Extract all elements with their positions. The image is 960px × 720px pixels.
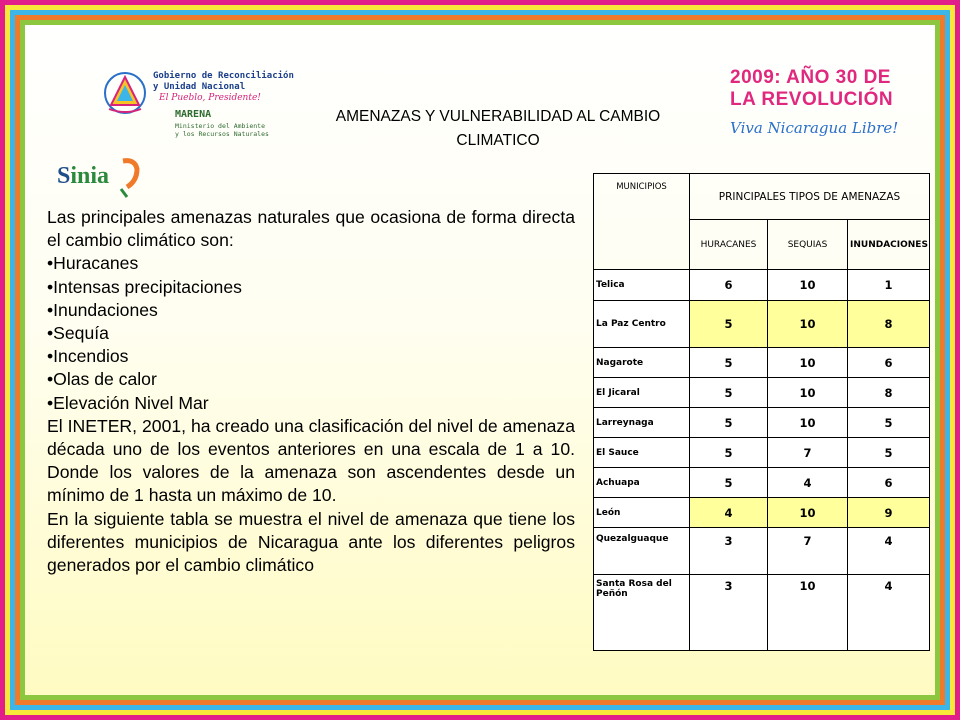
marena-subtitle-line2: y los Recursos Naturales: [175, 130, 269, 138]
slide-title: [283, 105, 713, 153]
cell-inundaciones: 4: [848, 575, 930, 651]
cell-huracanes: 5: [690, 468, 768, 498]
sinia-logo: [53, 153, 143, 198]
cell-inundaciones: 6: [848, 468, 930, 498]
sinia-initial: S: [57, 163, 71, 189]
cell-inundaciones: 8: [848, 378, 930, 408]
cell-municipio: El Sauce: [594, 438, 690, 468]
anniversary-line2: LA REVOLUCIÓN: [730, 89, 894, 110]
table-row: [594, 408, 930, 438]
bullet-item: •Incendios: [47, 346, 129, 367]
anniversary-slogan: Viva Nicaragua Libre!: [730, 119, 899, 137]
cell-sequias: 7: [768, 528, 848, 575]
bullet-item: •Olas de calor: [47, 369, 157, 390]
table-row: [594, 468, 930, 498]
header-inundaciones: INUNDACIONES: [848, 220, 930, 270]
government-logo: [103, 65, 303, 160]
cell-municipio: Achuapa: [594, 468, 690, 498]
sinia-rest: inia: [70, 163, 110, 189]
bullet-item: •Inundaciones: [47, 299, 158, 320]
cell-municipio: Nagarote: [594, 348, 690, 378]
table-row: [594, 301, 930, 348]
cell-municipio: Quezalguaque: [594, 528, 690, 575]
government-name-line2: y Unidad Nacional: [153, 82, 246, 92]
cell-sequias: 10: [768, 301, 848, 348]
table-row: [594, 575, 930, 651]
cell-inundaciones: 6: [848, 348, 930, 378]
cell-sequias: 4: [768, 468, 848, 498]
marena-subtitle-line1: Ministerio del Ambiente: [175, 122, 266, 130]
cell-inundaciones: 5: [848, 408, 930, 438]
cell-sequias: 10: [768, 408, 848, 438]
bullet-item: •Intensas precipitaciones: [47, 276, 242, 297]
cell-huracanes: 5: [690, 408, 768, 438]
cell-sequias: 10: [768, 348, 848, 378]
cell-municipio: El Jicaral: [594, 378, 690, 408]
table-row: [594, 498, 930, 528]
cell-huracanes: 4: [690, 498, 768, 528]
cell-municipio: Telica: [594, 270, 690, 301]
cell-inundaciones: 5: [848, 438, 930, 468]
table-row: [594, 348, 930, 378]
cell-sequias: 10: [768, 378, 848, 408]
government-name-line1: Gobierno de Reconciliación: [153, 71, 294, 81]
table-intro-paragraph: En la siguiente tabla se muestra el nivel de amenaza que tiene los diferentes municipios de Nicaragua ante los diferentes peligros generados por el cambio climático: [47, 508, 575, 576]
bullet-item: •Elevación Nivel Mar: [47, 392, 209, 413]
cell-municipio: Santa Rosa del Peñón: [594, 575, 690, 651]
cell-sequias: 10: [768, 270, 848, 301]
cell-huracanes: 3: [690, 575, 768, 651]
bullet-item: •Huracanes: [47, 253, 139, 274]
cell-huracanes: 5: [690, 348, 768, 378]
ineter-paragraph: El INETER, 2001, ha creado una clasificación del nivel de amenaza década uno de los eventos anteriores en una escala de 1 a 10. Donde los valores de la amenaza son ascendentes desde un mínimo de 1 hasta un máximo de 10.: [47, 415, 575, 506]
cell-inundaciones: 9: [848, 498, 930, 528]
body-text: [47, 206, 575, 577]
header-sequias: SEQUIAS: [768, 220, 848, 270]
cell-huracanes: 5: [690, 301, 768, 348]
government-slogan: El Pueblo, Presidente!: [159, 93, 261, 103]
cell-municipio: León: [594, 498, 690, 528]
cell-municipio: Larreynaga: [594, 408, 690, 438]
table-row: [594, 438, 930, 468]
cell-municipio: La Paz Centro: [594, 301, 690, 348]
anniversary-line1: 2009: AÑO 30 DE: [730, 67, 891, 88]
government-emblem-icon: [103, 71, 147, 115]
cell-sequias: 10: [768, 498, 848, 528]
cell-huracanes: 3: [690, 528, 768, 575]
cell-huracanes: 5: [690, 438, 768, 468]
header-huracanes: HURACANES: [690, 220, 768, 270]
bullet-item: •Sequía: [47, 323, 109, 344]
cell-huracanes: 6: [690, 270, 768, 301]
title-line1: AMENAZAS Y VULNERABILIDAD AL CAMBIO: [335, 108, 661, 125]
title-line2: CLIMATICO: [456, 132, 540, 149]
cell-sequias: 10: [768, 575, 848, 651]
cell-inundaciones: 1: [848, 270, 930, 301]
header-threat-types: PRINCIPALES TIPOS DE AMENAZAS: [690, 174, 930, 220]
cell-huracanes: 5: [690, 378, 768, 408]
table-row: [594, 270, 930, 301]
sinia-wordmark: [57, 163, 109, 190]
cell-inundaciones: 4: [848, 528, 930, 575]
cell-inundaciones: 8: [848, 301, 930, 348]
revolution-anniversary-logo: [730, 67, 915, 157]
threat-table: [593, 173, 930, 651]
slide: [25, 25, 935, 695]
table-row: [594, 378, 930, 408]
header-municipios: MUNICIPIOS: [594, 174, 690, 270]
cell-sequias: 7: [768, 438, 848, 468]
marena-title: MARENA: [175, 109, 212, 120]
table-row: [594, 528, 930, 575]
intro-paragraph: Las principales amenazas naturales que ocasiona de forma directa el cambio climático son:: [47, 207, 575, 251]
